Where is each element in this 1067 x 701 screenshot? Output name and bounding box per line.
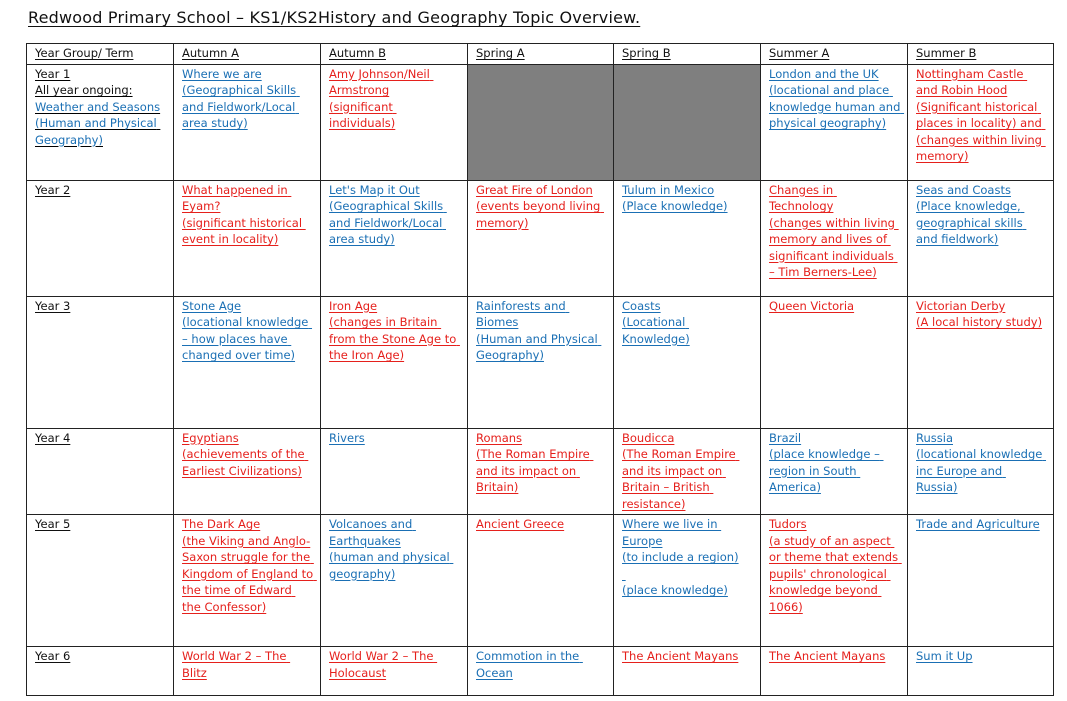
year-cell — [27, 64, 174, 180]
table-row-year-2 — [27, 180, 1054, 296]
topic-title: Russia — [916, 430, 953, 445]
topic-title: Nottingham Castle and Robin Hood — [916, 66, 1028, 97]
topic-title: Tulum in Mexico — [622, 182, 715, 197]
topic-title: Tudors — [769, 517, 807, 531]
header-spring-a: Spring A — [468, 44, 614, 65]
empty-shaded-cell — [614, 64, 761, 180]
topic-detail: (achievements of the Earliest Civilizations) — [182, 447, 309, 478]
topic-detail: (Geographical Skills and Fieldwork/Local area study) — [182, 83, 300, 130]
year-cell — [27, 647, 174, 696]
topic-title: London and the UK — [769, 66, 879, 81]
topic-detail: (changes within living memory and lives of significant individuals – Tim Berners-Lee) — [769, 215, 899, 279]
topic-cell — [174, 64, 321, 180]
topic-title: Egyptians — [182, 430, 239, 445]
topic-cell — [908, 515, 1054, 647]
topic-cell — [614, 428, 761, 515]
topic-cell — [321, 515, 468, 647]
topic-title: Great Fire of London — [476, 182, 593, 197]
topic-cell — [614, 180, 761, 296]
topic-title: What happened in Eyam? — [182, 182, 292, 213]
topic-detail: (to include a region) — [622, 550, 739, 564]
topic-title: Queen Victoria — [769, 298, 855, 313]
year-note: All year ongoing: — [35, 83, 133, 97]
year-label: Year 4 — [35, 430, 71, 445]
topic-cell — [614, 296, 761, 428]
topic-detail: (significant individuals) — [329, 99, 397, 130]
topic-cell — [174, 296, 321, 428]
topic-cell — [761, 647, 908, 696]
year-label: Year 5 — [35, 517, 71, 531]
topic-title: Let's Map it Out — [329, 182, 420, 197]
topic-cell — [468, 180, 614, 296]
topic-cell — [614, 515, 761, 647]
topic-detail: (Human and Physical Geography) — [476, 331, 602, 362]
header-spring-b: Spring B — [614, 44, 761, 65]
table-row-year-5 — [27, 515, 1054, 647]
topic-title: The Ancient Mayans — [769, 649, 886, 663]
topic-cell — [468, 647, 614, 696]
header-row — [27, 44, 1054, 65]
topic-title: The Ancient Mayans — [622, 649, 739, 663]
topic-cell — [321, 647, 468, 696]
header-year-group: Year Group/ Term — [27, 44, 174, 65]
topic-detail: (A local history study) — [916, 315, 1043, 329]
topic-cell — [908, 180, 1054, 296]
topic-title: The Dark Age — [182, 517, 261, 531]
topic-cell — [321, 180, 468, 296]
topic-cell — [174, 647, 321, 696]
topic-cell — [174, 515, 321, 647]
topic-cell — [174, 180, 321, 296]
topic-title: Victorian Derby — [916, 298, 1006, 313]
topic-title: Brazil — [769, 430, 802, 445]
table-row-year-1 — [27, 64, 1054, 180]
year-extra-detail: (Human and Physical Geography) — [35, 116, 161, 147]
topic-title: Volcanoes and Earthquakes — [329, 517, 416, 548]
year-cell — [27, 180, 174, 296]
topic-detail: (the Viking and Anglo-Saxon struggle for the Kingdom of England to the time of Edward the Confessor) — [182, 533, 317, 614]
year-cell — [27, 515, 174, 647]
topic-cell — [761, 428, 908, 515]
topic-cell — [468, 296, 614, 428]
page-title: Redwood Primary School – KS1/KS2History and Geography Topic Overview. — [28, 8, 641, 27]
topic-spacer — [622, 566, 754, 583]
table-row-year-6 — [27, 647, 1054, 696]
topic-title: Amy Johnson/Neil Armstrong — [329, 66, 434, 97]
topic-detail: (Place knowledge, geographical skills and fieldwork) — [916, 199, 1027, 246]
topic-cell — [174, 428, 321, 515]
topic-title: Romans — [476, 430, 523, 445]
year-label: Year 6 — [35, 649, 71, 663]
topic-cell — [761, 515, 908, 647]
topic-title: World War 2 – The Blitz — [182, 649, 291, 680]
topic-detail-2: (place knowledge) — [622, 583, 728, 597]
year-label: Year 3 — [35, 298, 71, 313]
topic-detail: (Significant historical places in locality) and (changes within living memory) — [916, 99, 1046, 163]
topic-cell — [761, 180, 908, 296]
topic-title: Rivers — [329, 430, 365, 445]
topic-detail: (Locational Knowledge) — [622, 315, 690, 346]
header-summer-b: Summer B — [908, 44, 1054, 65]
topic-cell — [908, 428, 1054, 515]
year-cell — [27, 296, 174, 428]
topic-detail: (place knowledge – region in South America) — [769, 447, 884, 494]
topic-detail: (The Roman Empire and its impact on Britain – British resistance) — [622, 447, 740, 511]
topic-title: Where we are — [182, 66, 262, 81]
topic-detail: (significant historical event in locality) — [182, 215, 306, 246]
topic-detail: (locational and place knowledge human and physical geography) — [769, 83, 905, 130]
topic-detail: (human and physical geography) — [329, 550, 454, 581]
topic-cell — [761, 64, 908, 180]
table-row-year-3 — [27, 296, 1054, 428]
topic-title: Seas and Coasts — [916, 182, 1011, 197]
topic-detail: (a study of an aspect or theme that extends pupils' chronological knowledge beyond 1066) — [769, 533, 902, 614]
topic-cell — [614, 647, 761, 696]
topic-cell — [321, 428, 468, 515]
year-extra-topic: Weather and Seasons — [35, 99, 161, 114]
topic-title: World War 2 – The Holocaust — [329, 649, 438, 680]
topic-detail: (locational knowledge – how places have changed over time) — [182, 315, 313, 362]
topic-detail: (Place knowledge) — [622, 199, 728, 213]
topic-cell — [761, 296, 908, 428]
topic-cell — [908, 647, 1054, 696]
topic-title: Where we live in Europe — [622, 517, 722, 548]
topic-detail: (changes in Britain from the Stone Age to the Iron Age) — [329, 315, 460, 362]
table-row-year-4 — [27, 428, 1054, 515]
topic-title: Changes in Technology — [769, 182, 837, 213]
topic-detail: (events beyond living memory) — [476, 199, 604, 230]
topic-cell — [321, 296, 468, 428]
year-label: Year 2 — [35, 182, 71, 197]
topic-cell — [468, 428, 614, 515]
topic-title: Trade and Agriculture — [916, 517, 1040, 531]
topic-title: Iron Age — [329, 298, 378, 313]
topic-title: Boudicca — [622, 430, 675, 445]
topic-detail: (The Roman Empire and its impact on Britain) — [476, 447, 594, 494]
topic-title: Commotion in the Ocean — [476, 649, 583, 680]
topic-cell — [468, 515, 614, 647]
header-summer-a: Summer A — [761, 44, 908, 65]
topic-title: Stone Age — [182, 298, 242, 313]
year-cell — [27, 428, 174, 515]
topic-detail: (locational knowledge inc Europe and Russia) — [916, 447, 1047, 494]
topic-title: Coasts — [622, 298, 661, 313]
topic-cell — [908, 296, 1054, 428]
year-label: Year 1 — [35, 66, 71, 81]
topic-overview-table — [26, 43, 1054, 696]
topic-title: Rainforests and Biomes — [476, 298, 570, 329]
topic-detail: (Geographical Skills and Fieldwork/Local area study) — [329, 199, 447, 246]
topic-cell — [908, 64, 1054, 180]
header-autumn-b: Autumn B — [321, 44, 468, 65]
header-autumn-a: Autumn A — [174, 44, 321, 65]
topic-title: Sum it Up — [916, 649, 973, 663]
empty-shaded-cell — [468, 64, 614, 180]
topic-cell — [321, 64, 468, 180]
topic-title: Ancient Greece — [476, 517, 565, 531]
